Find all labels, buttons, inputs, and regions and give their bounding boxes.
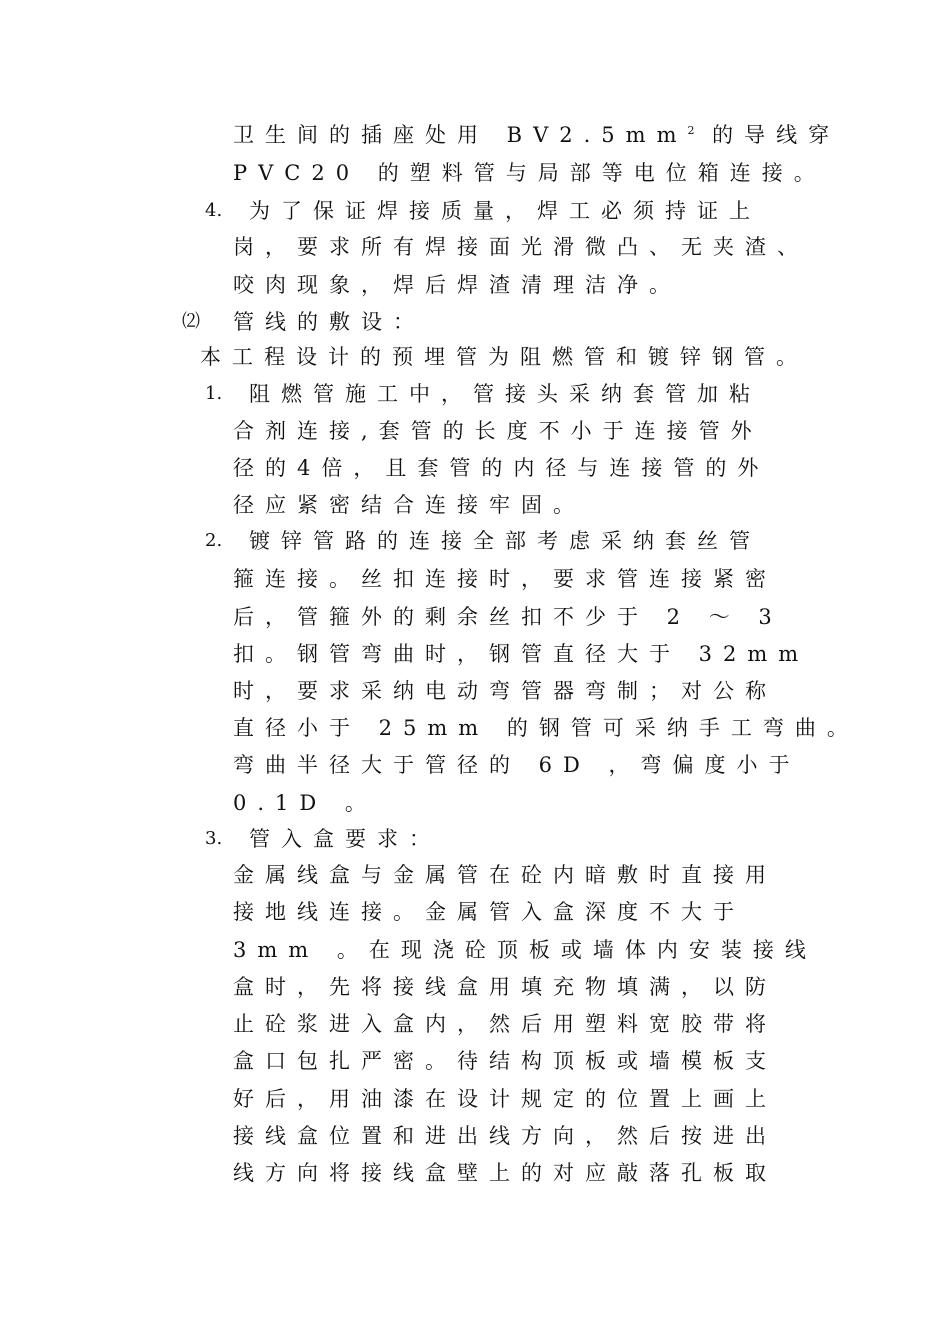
section-heading: 管线的敷设：	[233, 310, 425, 334]
text-line-17: 直径小于 25mm 的钢管可采纳手工弯曲。	[233, 716, 859, 740]
text-line-28: 接线盒位置和进出线方向，然后按进出	[233, 1124, 777, 1148]
text-line-1	[233, 122, 840, 148]
list-number-1: 1.	[205, 383, 223, 404]
text-line-2: PVC20 的塑料管与局部等电位箱连接。	[233, 161, 826, 185]
text-line-14: 后，管箍外的剩余丝扣不少于 2 ～ 3	[233, 605, 783, 629]
section-number-2: ⑵	[182, 311, 200, 332]
text-line-18: 弯曲半径大于管径的 6D ，弯偏度小于	[233, 753, 801, 777]
text-line-15: 扣。钢管弯曲时，钢管直径大于 32mm	[233, 642, 810, 666]
text-line-29: 线方向将接线盒壁上的对应敲落孔板取	[233, 1161, 777, 1185]
text-line-5: 咬肉现象，焊后焊渣清理洁净。	[233, 273, 681, 297]
text-line-22: 接地线连接。金属管入盒深度不大于	[233, 900, 745, 924]
list-number-3: 3.	[205, 828, 223, 849]
text-line-27: 好后，用油漆在设计规定的位置上画上	[233, 1087, 777, 1111]
text-line-12: 镀锌管路的连接全部考虑采纳套丝管	[249, 529, 761, 553]
text-line-16: 时，要求采纳电动弯管器弯制；对公称	[233, 679, 777, 703]
text-line-26: 盒口包扎严密。待结构顶板或墙模板支	[233, 1049, 777, 1073]
text-line-24: 盒时，先将接线盒用填充物填满，以防	[233, 975, 777, 999]
text-line-10: 径的4倍，且套管的内径与连接管的外	[233, 456, 770, 480]
list-number-4: 4.	[205, 200, 223, 221]
text-line-4: 岗，要求所有焊接面光滑微凸、无夹渣、	[233, 235, 809, 259]
text-line-7: 本工程设计的预埋管为阻燃管和镀锌钢管。	[200, 345, 808, 369]
text-line-8: 阻燃管施工中，管接头采纳套管加粘	[249, 382, 761, 406]
text-line-20: 管入盒要求：	[249, 827, 441, 851]
text-line-25: 止砼浆进入盒内，然后用塑料宽胶带将	[233, 1012, 777, 1036]
text-line-1-tail: 的导线穿	[694, 123, 841, 147]
text-line-3: 为了保证焊接质量，焊工必须持证上	[249, 199, 761, 223]
text-line-19: 0.1D 。	[233, 791, 377, 815]
text-line-23: 3mm 。在现浇砼顶板或墙体内安装接线	[233, 938, 817, 962]
text-line-21: 金属线盒与金属管在砼内暗敷时直接用	[233, 863, 777, 887]
text-line-11: 径应紧密结合连接牢固。	[233, 493, 585, 517]
text-line-9: 合剂连接,套管的长度不小于连接管外	[233, 419, 763, 443]
text-line-13: 箍连接。丝扣连接时，要求管连接紧密	[233, 567, 777, 591]
superscript-2: 2	[687, 124, 695, 137]
text-line-1-main: 卫生间的插座处用 BV2.5mm	[233, 123, 688, 147]
list-number-2: 2.	[205, 530, 223, 551]
